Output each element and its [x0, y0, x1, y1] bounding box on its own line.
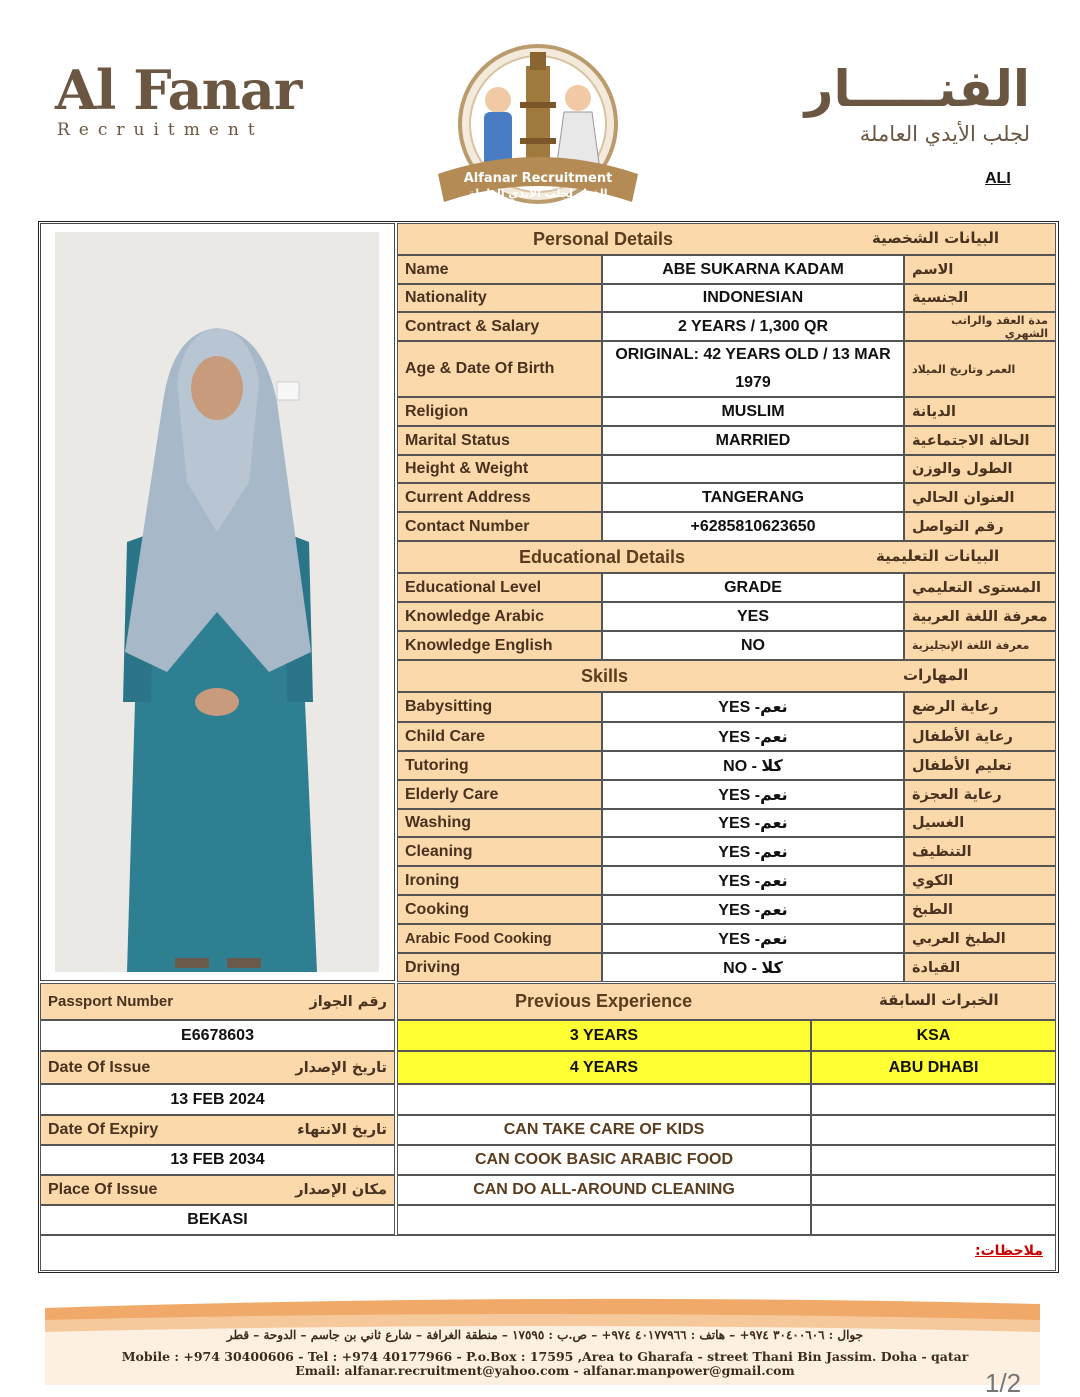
place-of-issue-value: BEKASI	[40, 1205, 395, 1235]
experience-country-1: KSA	[811, 1020, 1056, 1051]
value-babysitting: YES -نعم	[602, 692, 904, 722]
label-driving-ar: القيادة	[904, 953, 1056, 982]
value-contact-number: +6285810623650	[602, 512, 904, 541]
brand-name: Al Fanar	[55, 58, 302, 122]
label-name-ar: الاسم	[904, 255, 1056, 284]
experience-note-2: CAN COOK BASIC ARABIC FOOD	[397, 1145, 811, 1175]
date-of-expiry-label: Date Of Expiry	[48, 1121, 159, 1138]
label-cooking-ar: الطبخ	[904, 895, 1056, 924]
label-contact-number: Contact Number	[397, 512, 602, 541]
label-cleaning-ar: التنظيف	[904, 837, 1056, 866]
label-ironing-ar: الكوي	[904, 866, 1056, 895]
passport-number-label: Passport Number	[48, 993, 174, 1010]
date-of-expiry-label-ar: تاريخ الانتهاء	[297, 1122, 387, 1138]
experience-title: Previous Experience	[515, 991, 693, 1011]
experience-empty-row	[397, 1084, 811, 1115]
emblem-caption: Alfanar Recruitment	[463, 171, 613, 186]
date-of-issue-header	[40, 1051, 395, 1084]
experience-note-2-blank	[811, 1145, 1056, 1175]
label-washing-ar: الغسيل	[904, 809, 1056, 837]
value-knowledge-english: NO	[602, 631, 904, 660]
label-elderly-care-ar: رعاية العجزة	[904, 780, 1056, 809]
experience-duration-1: 3 YEARS	[397, 1020, 811, 1051]
page-number: 1/2	[985, 1368, 1022, 1397]
value-current-address: TANGERANG	[602, 483, 904, 512]
date-of-expiry-value: 13 FEB 2034	[40, 1145, 395, 1175]
label-child-care: Child Care	[397, 722, 602, 751]
personal-details-title: Personal Details	[533, 228, 674, 249]
experience-blank-row	[397, 1205, 811, 1235]
footer-email: Email: alfanar.recruitment@yahoo.com - alfanar.manpower@gmail.com	[295, 1363, 795, 1378]
value-religion: MUSLIM	[602, 397, 904, 426]
label-current-address: Current Address	[397, 483, 602, 512]
place-of-issue-label: Place Of Issue	[48, 1181, 158, 1198]
place-of-issue-header	[40, 1175, 395, 1205]
skills-title-ar: المهارات	[903, 666, 969, 684]
label-knowledge-arabic-ar: معرفة اللغة العربية	[904, 602, 1056, 631]
label-washing: Washing	[397, 809, 602, 837]
date-of-issue-label-ar: تاريخ الإصدار	[295, 1059, 387, 1076]
label-educational-level-ar: المستوى التعليمي	[904, 573, 1056, 602]
date-of-expiry-header	[40, 1115, 395, 1145]
value-washing: YES -نعم	[602, 809, 904, 837]
value-age-dob: ORIGINAL: 42 YEARS OLD / 13 MAR 1979	[602, 341, 904, 397]
label-marital-status: Marital Status	[397, 426, 602, 455]
label-height-weight-ar: الطول والوزن	[904, 455, 1056, 483]
emblem-icon	[418, 42, 658, 217]
brand-logo-english	[55, 60, 315, 140]
place-of-issue-label-ar: مكان الإصدار	[295, 1182, 387, 1198]
label-educational-level: Educational Level	[397, 573, 602, 602]
label-child-care-ar: رعاية الأطفال	[904, 722, 1056, 751]
label-contract-salary: Contract & Salary	[397, 312, 602, 341]
label-knowledge-english: Knowledge English	[397, 631, 602, 660]
value-nationality: INDONESIAN	[602, 284, 904, 312]
label-current-address-ar: العنوان الحالي	[904, 483, 1056, 512]
footer-wave-icon	[0, 1290, 1080, 1397]
value-tutoring: NO - كلا	[602, 751, 904, 780]
date-of-issue-value: 13 FEB 2024	[40, 1084, 395, 1115]
value-educational-level: GRADE	[602, 573, 904, 602]
label-tutoring: Tutoring	[397, 751, 602, 780]
emblem-logo	[418, 42, 658, 217]
label-height-weight: Height & Weight	[397, 455, 602, 483]
value-child-care: YES -نعم	[602, 722, 904, 751]
label-arabic-food-cooking-ar: الطبخ العربي	[904, 924, 1056, 953]
label-age-dob: Age & Date Of Birth	[397, 341, 602, 397]
value-marital-status: MARRIED	[602, 426, 904, 455]
date-of-issue-label: Date Of Issue	[48, 1058, 151, 1076]
footer-contact: Mobile : +974 30400606 - Tel : +974 40177966 - P.o.Box : 17595 ,Area to Gharafa - street Thani Bin Jassim. Doha - qatar	[121, 1349, 969, 1364]
reference-code: ALI	[985, 170, 1011, 187]
value-arabic-food-cooking: YES -نعم	[602, 924, 904, 953]
value-name: ABE SUKARNA KADAM	[602, 255, 904, 284]
label-ironing: Ironing	[397, 866, 602, 895]
label-marital-status-ar: الحالة الاجتماعية	[904, 426, 1056, 455]
footer-arabic-contact: جوال : ٣٠٤٠٠٦٠٦ ٩٧٤+ – هاتف : ٤٠١٧٧٩٦٦ ٩٧٤+ – ص.ب : ١٧٥٩٥ – منطقة الغرافة – شارع ثاني بن جاسم – الدوحة – قطر	[226, 1328, 864, 1342]
experience-note-1: CAN TAKE CARE OF KIDS	[397, 1115, 811, 1145]
value-height-weight	[602, 455, 904, 483]
label-age-dob-ar: العمر وتاريخ الميلاد	[904, 341, 1056, 397]
remarks-label: ملاحظات:	[975, 1243, 1043, 1259]
candidate-figure-icon	[55, 232, 379, 972]
label-knowledge-english-ar: معرفة اللغة الإنجليزية	[904, 631, 1056, 660]
footer-band	[0, 1290, 1080, 1397]
label-babysitting-ar: رعاية الرضع	[904, 692, 1056, 722]
education-title: Educational Details	[519, 546, 686, 567]
label-tutoring-ar: تعليم الأطفال	[904, 751, 1056, 780]
skills-title: Skills	[581, 665, 629, 686]
label-arabic-food-cooking: Arabic Food Cooking	[397, 924, 602, 953]
label-contact-number-ar: رقم التواصل	[904, 512, 1056, 541]
experience-note-3: CAN DO ALL-AROUND CLEANING	[397, 1175, 811, 1205]
experience-title-ar: الخبرات السابقة	[879, 991, 999, 1009]
value-elderly-care: YES -نعم	[602, 780, 904, 809]
education-title-ar: البيانات التعليمية	[876, 547, 1000, 565]
value-ironing: YES -نعم	[602, 866, 904, 895]
brand-name-ar: الفنـــــار	[804, 60, 1030, 118]
candidate-photo	[55, 232, 379, 972]
label-knowledge-arabic: Knowledge Arabic	[397, 602, 602, 631]
label-religion: Religion	[397, 397, 602, 426]
emblem-caption-ar: الفنار لجلب الأيدي العاملة	[468, 187, 608, 200]
label-name: Name	[397, 255, 602, 284]
remarks-row	[40, 1235, 1056, 1271]
label-religion-ar: الديانة	[904, 397, 1056, 426]
brand-logo-arabic	[760, 58, 1030, 146]
label-nationality-ar: الجنسية	[904, 284, 1056, 312]
experience-duration-2: 4 YEARS	[397, 1051, 811, 1084]
personal-details-title-ar: البيانات الشخصية	[872, 229, 1000, 247]
value-cooking: YES -نعم	[602, 895, 904, 924]
value-contract-salary: 2 YEARS / 1,300 QR	[602, 312, 904, 341]
passport-number-value: E6678603	[40, 1020, 395, 1051]
label-elderly-care: Elderly Care	[397, 780, 602, 809]
value-knowledge-arabic: YES	[602, 602, 904, 631]
value-cleaning: YES -نعم	[602, 837, 904, 866]
brand-subtitle: Recruitment	[57, 120, 264, 140]
experience-note-3-blank	[811, 1175, 1056, 1205]
label-babysitting: Babysitting	[397, 692, 602, 722]
experience-note-1-blank	[811, 1115, 1056, 1145]
label-cooking: Cooking	[397, 895, 602, 924]
brand-subtitle-ar: لجلب الأيدي العاملة	[859, 122, 1030, 146]
label-contract-salary-ar: مدة العقد والراتب الشهري	[904, 312, 1056, 341]
label-nationality: Nationality	[397, 284, 602, 312]
passport-number-label-ar: رقم الجواز	[309, 993, 387, 1010]
passport-number-header	[40, 983, 395, 1020]
experience-country-2: ABU DHABI	[811, 1051, 1056, 1084]
experience-blank-row-cell	[811, 1205, 1056, 1235]
experience-empty-cell	[811, 1084, 1056, 1115]
label-cleaning: Cleaning	[397, 837, 602, 866]
value-driving: NO - كلا	[602, 953, 904, 982]
label-driving: Driving	[397, 953, 602, 982]
